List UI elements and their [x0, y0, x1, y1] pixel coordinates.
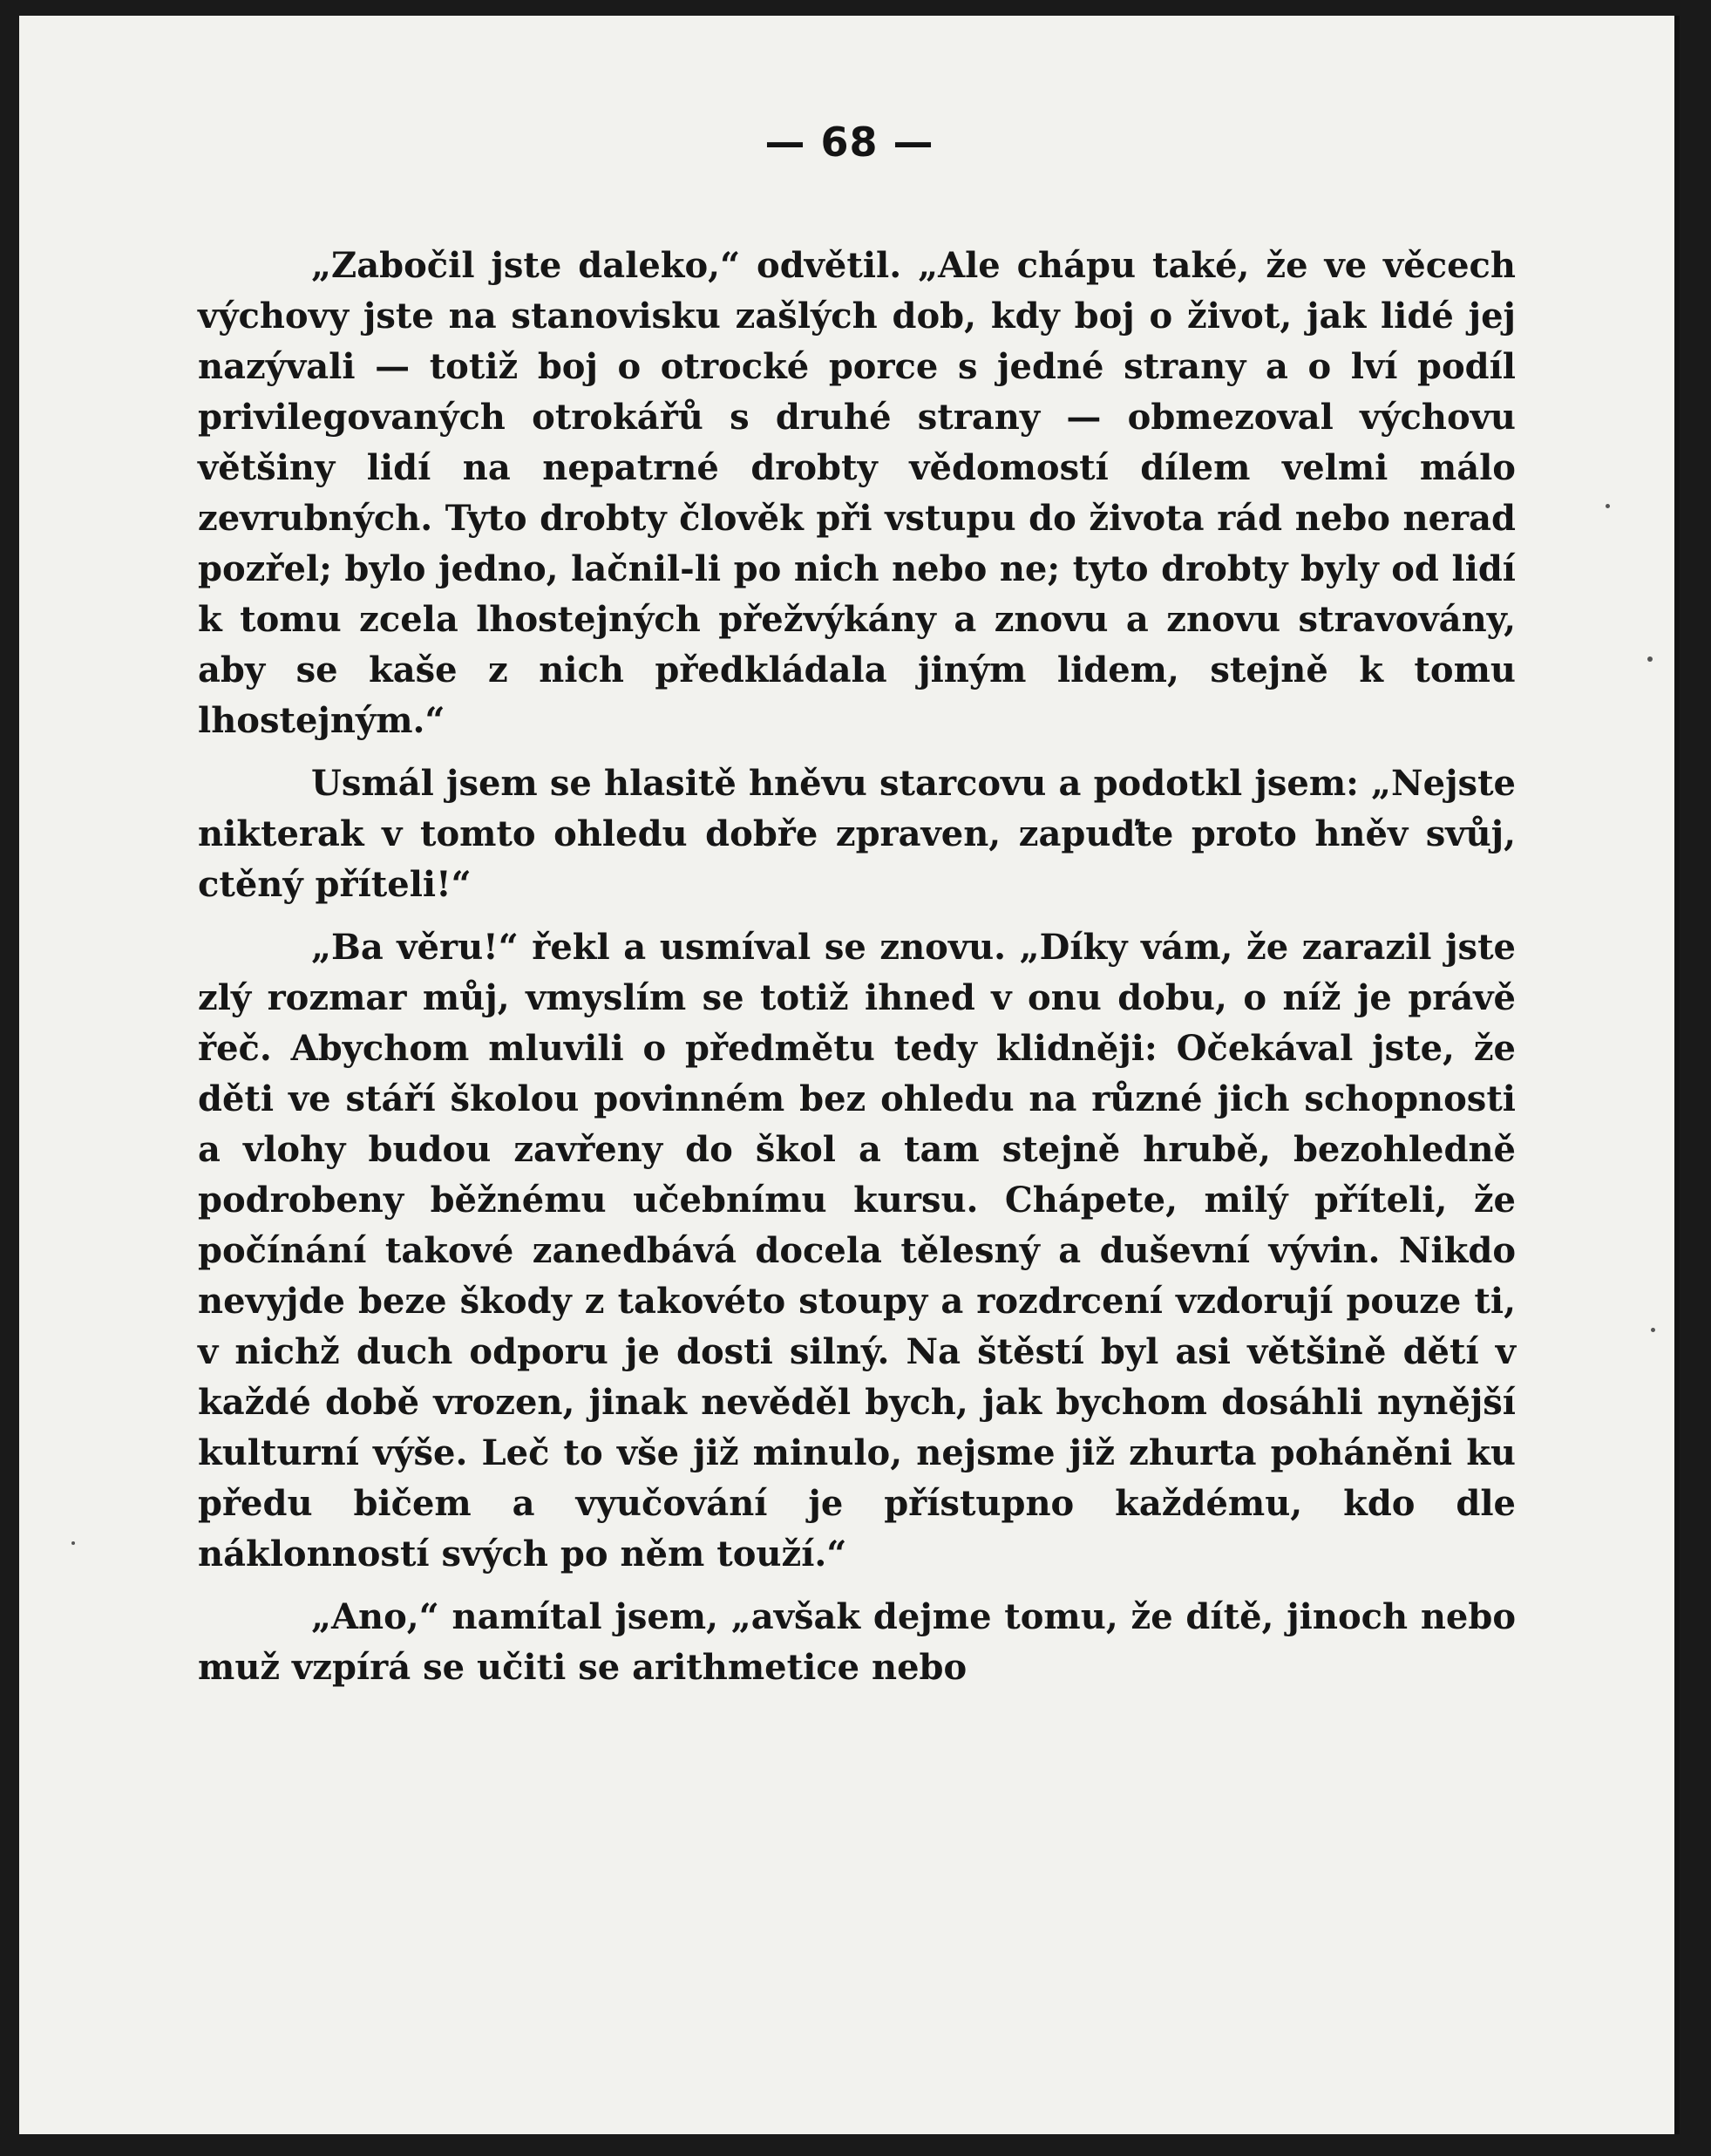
- paragraph: „Ano,“ namítal jsem, „avšak dejme tomu, že dítě, jinoch nebo muž vzpírá se učiti se arithmetice nebo: [198, 1596, 1516, 1688]
- print-speck: [1651, 1328, 1655, 1332]
- print-speck: [1647, 656, 1653, 662]
- book-page: [19, 16, 1680, 2134]
- print-speck: [1606, 504, 1610, 508]
- paragraph: „Ba věru!“ řekl a usmíval se znovu. „Díky vám, že zarazil jste zlý rozmar můj, vmyslím se totiž ihned v onu dobu, o níž je právě řeč. Abychom mluvili o předmětu tedy klidněji: Očekával jste, že děti ve stáří školou povinném bez ohledu na různé jich schopnosti a vlohy budou zavřeny do škol a tam stejně hrubě, bezohledně podrobeny běžnému učebnímu kursu. Chápete, milý příteli, že počínání takové zanedbává docela tělesný a duševní vývin. Nikdo nevyjde beze škody z takovéto stoupy a rozdrcení vzdorují pouze ti, v nichž duch odporu je dosti silný. Na štěstí byl asi většině dětí v každé době vrozen, jinak nevěděl bych, jak bychom dosáhli nynější kulturní výše. Leč to vše již minulo, nejsme již zhurta poháněni ku předu bičem a vyučování je přístupno každému, kdo dle náklonností svých po něm touží.“: [198, 927, 1516, 1574]
- page-number: — 68 —: [764, 119, 934, 166]
- body-text: [198, 241, 1516, 1705]
- paragraph: Usmál jsem se hlasitě hněvu starcovu a podotkl jsem: „Nejste nikterak v tomto ohledu dobře zpraven, zapuďte proto hněv svůj, ctěný příteli!“: [198, 763, 1516, 905]
- paragraph: „Zabočil jste daleko,“ odvětil. „Ale chápu také, že ve věcech výchovy jste na stanovisku zašlých dob, kdy boj o život, jak lidé jej nazývali — totiž boj o otrocké porce s jedné strany a o lví podíl privilegovaných otrokářů s druhé strany — obmezoval výchovu většiny lidí na nepatrné drobty vědomostí dílem velmi málo zevrubných. Tyto drobty člověk při vstupu do života rád nebo nerad pozřel; bylo jedno, lačnil-li po nich nebo ne; tyto drobty byly od lidí k tomu zcela lhostejných přežvýkány a znovu a znovu stravovány, aby se kaše z nich předkládala jiným lidem, stejně k tomu lhostejným.“: [198, 245, 1516, 741]
- print-speck: [71, 1541, 75, 1545]
